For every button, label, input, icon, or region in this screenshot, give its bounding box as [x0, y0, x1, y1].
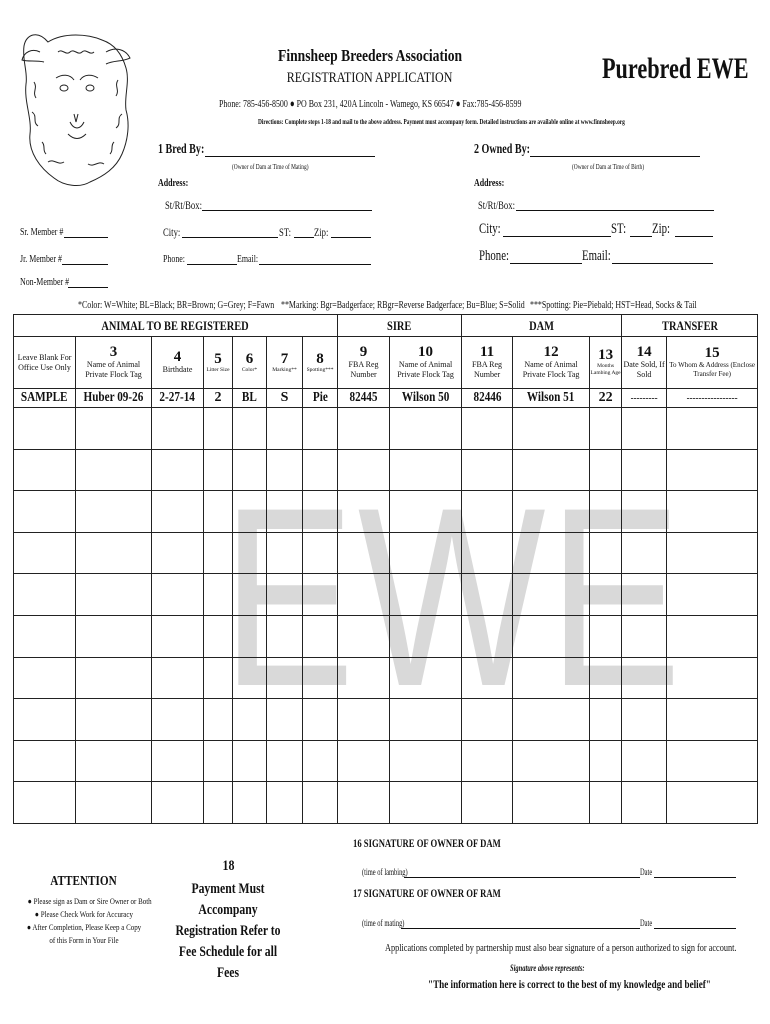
attention-item: ● Please Check Work for Accuracy — [34, 909, 134, 919]
attention-title: ATTENTION — [49, 874, 117, 889]
sample-cell: ----------------- — [667, 389, 758, 408]
owned-by-st-field[interactable] — [630, 236, 652, 237]
dam-date-label: Date — [640, 867, 653, 877]
directions: Directions: Complete steps 1-18 and mail to the above address. Payment must accompany form. Detailed instructions are available online at www.finnsheep.org — [258, 117, 625, 126]
entry-row[interactable] — [14, 449, 758, 491]
owned-by-address-label: Address: — [474, 177, 505, 189]
owned-by-phone-field[interactable] — [510, 263, 582, 264]
owned-by-street-field[interactable] — [516, 210, 714, 211]
entry-row[interactable] — [14, 574, 758, 616]
entry-row[interactable] — [14, 532, 758, 574]
bred-by-zip-label: Zip: — [314, 225, 329, 239]
col-dam-reg: 11 FBA Reg Number — [462, 337, 513, 389]
bred-by-phone-field[interactable] — [187, 264, 237, 265]
col-sire-name: 10 Name of Animal Private Flock Tag — [390, 337, 462, 389]
col-dam-name: 12 Name of Animal Private Flock Tag — [513, 337, 590, 389]
entry-row[interactable] — [14, 615, 758, 657]
col-office: Leave Blank For Office Use Only — [14, 337, 76, 389]
sample-cell: Wilson 51 — [513, 389, 590, 408]
bred-by-city-label: City: — [163, 225, 181, 239]
sample-cell: 2 — [204, 389, 233, 408]
col-birthdate: 4 Birthdate — [152, 337, 204, 389]
payment-number: 18 — [222, 858, 234, 874]
entry-row[interactable] — [14, 408, 758, 450]
attention-item: ● Please sign as Dam or Sire Owner or Both — [27, 896, 152, 906]
contact-line: Phone: 785-456-8500 ● PO Box 231, 420A Lincoln - Wamego, KS 66547 ● Fax:785-456-8599 — [219, 98, 522, 110]
non-member-label: Non-Member # — [20, 276, 70, 288]
group-dam: DAM — [462, 315, 622, 337]
attention-item: ● After Completion, Please Keep a Copy of this Form in Your File — [26, 922, 142, 945]
column-header-row — [14, 337, 758, 389]
owned-by-st-label: ST: — [611, 221, 627, 237]
dam-signature-label: 16 SIGNATURE OF OWNER OF DAM — [353, 836, 501, 850]
group-transfer: TRANSFER — [622, 315, 758, 337]
bred-by-st-field[interactable] — [294, 237, 314, 238]
sample-cell: SAMPLE — [14, 389, 76, 408]
ram-signature-label: 17 SIGNATURE OF OWNER OF RAM — [353, 886, 501, 900]
form-title: REGISTRATION APPLICATION — [287, 70, 453, 86]
col-lambing-age: 13 Months Lambing Age — [590, 337, 622, 389]
bred-by-label: 1 Bred By: — [158, 142, 205, 157]
spotting-legend: ***Spotting: Pie=Piebald; HST=Head, Socks & Tail — [530, 299, 697, 311]
sr-member-field[interactable] — [64, 237, 108, 238]
marking-legend: **Marking: Bgr=Badgerface; RBgr=Reverse Badgerface; Bu=Blue; S=Solid — [281, 299, 525, 311]
sample-cell: Wilson 50 — [390, 389, 462, 408]
dam-date-field[interactable] — [654, 877, 736, 878]
non-member-field[interactable] — [68, 287, 108, 288]
partnership-note: Applications completed by partnership must also bear signature of a person authorized to sign for account. — [385, 942, 737, 954]
jr-member-label: Jr. Member # — [20, 253, 63, 265]
col-color: 6 Color* — [233, 337, 267, 389]
attention-list — [14, 895, 154, 947]
owned-by-zip-label: Zip: — [652, 221, 670, 237]
signature-represents: Signature above represents: — [510, 963, 585, 973]
organization-name: Finnsheep Breeders Association — [277, 46, 463, 65]
owned-by-zip-field[interactable] — [675, 236, 713, 237]
col-spotting: 8 Spotting*** — [303, 337, 338, 389]
jr-member-field[interactable] — [62, 264, 108, 265]
form-badge: Purebred EWE — [602, 52, 749, 85]
group-sire: SIRE — [338, 315, 462, 337]
sample-cell: 22 — [590, 389, 622, 408]
dam-signature-field[interactable] — [404, 877, 640, 878]
belief-statement: "The information here is correct to the best of my knowledge and belief" — [428, 977, 711, 991]
sample-cell: 82445 — [338, 389, 390, 408]
bred-by-zip-field[interactable] — [331, 237, 371, 238]
bred-by-street-label: St/Rt/Box: — [165, 198, 202, 212]
owned-by-phone-label: Phone: — [479, 248, 510, 264]
sample-cell: BL — [233, 389, 267, 408]
mating-caption: (time of mating) — [362, 918, 405, 928]
bred-by-phone-label: Phone: — [163, 253, 186, 265]
col-marking: 7 Marking** — [267, 337, 303, 389]
owned-by-field[interactable] — [530, 156, 700, 157]
col-date-sold: 14 Date Sold, If Sold — [622, 337, 667, 389]
sample-cell: 82446 — [462, 389, 513, 408]
bred-by-street-field[interactable] — [202, 210, 372, 211]
sr-member-label: Sr. Member # — [20, 226, 64, 238]
bred-by-caption: (Owner of Dam at Time of Mating) — [232, 162, 309, 171]
col-litter-size: 5 Litter Size — [204, 337, 233, 389]
owned-by-street-label: St/Rt/Box: — [478, 198, 515, 212]
col-sire-reg: 9 FBA Reg Number — [338, 337, 390, 389]
ram-date-field[interactable] — [654, 928, 736, 929]
owned-by-city-field[interactable] — [503, 236, 611, 237]
sample-row — [14, 389, 758, 408]
sample-cell: Pie — [303, 389, 338, 408]
ewe-watermark: EWE — [222, 455, 685, 740]
entry-row[interactable] — [14, 782, 758, 824]
sample-cell: Huber 09-26 — [76, 389, 152, 408]
sample-cell: 2-27-14 — [152, 389, 204, 408]
col-to-whom: 15 To Whom & Address (Enclose Transfer Fee) — [667, 337, 758, 389]
lambing-caption: (time of lambing) — [362, 867, 408, 877]
entry-row[interactable] — [14, 740, 758, 782]
col-animal-name: 3 Name of Animal Private Flock Tag — [76, 337, 152, 389]
entry-row[interactable] — [14, 491, 758, 533]
ram-date-label: Date — [640, 918, 653, 928]
bred-by-email-label: Email: — [237, 253, 259, 265]
bred-by-st-label: ST: — [279, 225, 292, 239]
bred-by-address-label: Address: — [158, 177, 189, 189]
entry-row[interactable] — [14, 657, 758, 699]
group-animal: ANIMAL TO BE REGISTERED — [14, 315, 338, 337]
owned-by-city-label: City: — [479, 221, 501, 237]
sample-cell: --------- — [622, 389, 667, 408]
registration-table — [13, 314, 758, 824]
bred-by-email-field[interactable] — [259, 264, 371, 265]
sample-cell: S — [267, 389, 303, 408]
bred-by-field[interactable] — [205, 156, 375, 157]
owned-by-email-field[interactable] — [612, 263, 713, 264]
owned-by-caption: (Owner of Dam at Time of Birth) — [572, 162, 644, 171]
entry-row[interactable] — [14, 699, 758, 741]
owned-by-label: 2 Owned By: — [474, 142, 531, 157]
owned-by-email-label: Email: — [582, 248, 611, 264]
bred-by-city-field[interactable] — [182, 237, 278, 238]
payment-note: Payment Must Accompany Registration Refer to Fee Schedule for all Fees — [175, 881, 281, 981]
ram-signature-field[interactable] — [401, 928, 640, 929]
color-legend: *Color: W=White; BL=Black; BR=Brown; G=Grey; F=Fawn — [78, 299, 275, 311]
sheep-illustration — [18, 22, 136, 192]
